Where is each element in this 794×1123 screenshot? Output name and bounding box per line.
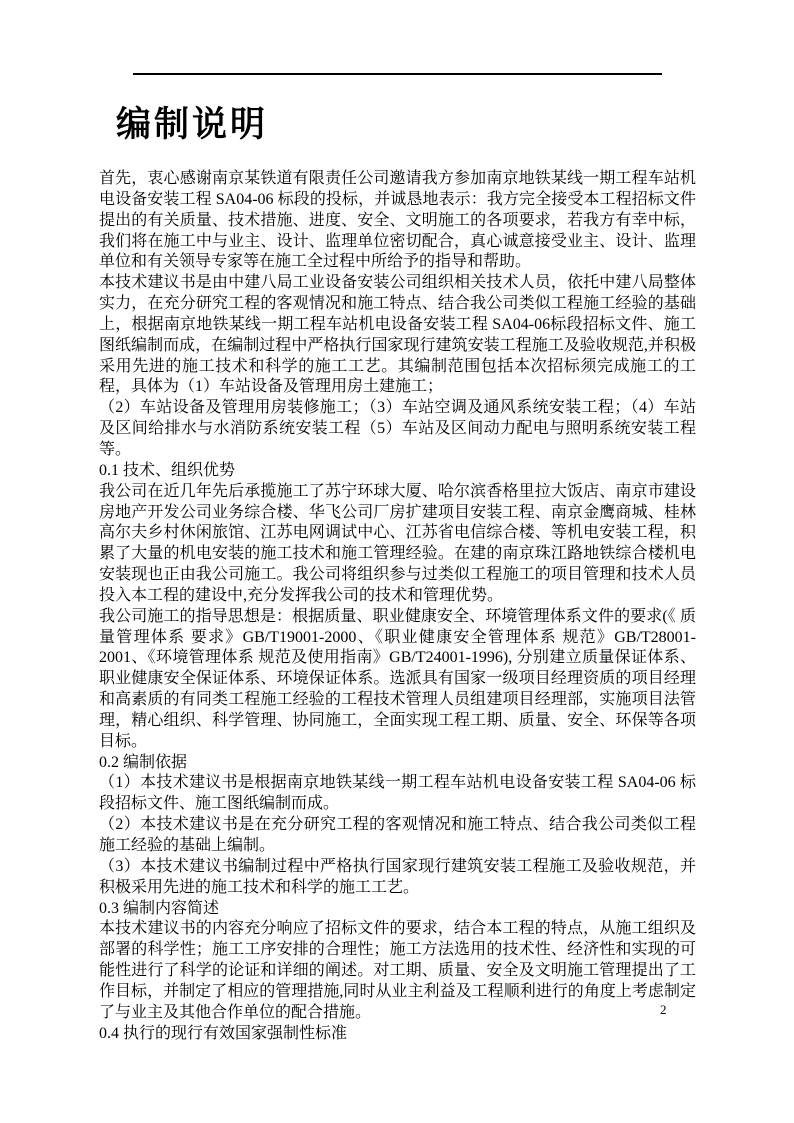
section-heading: 0.4 执行的现行有效国家强制性标准 bbox=[99, 1024, 348, 1042]
paragraph: （1）本技术建议书是根据南京地铁某线一期工程车站机电设备安装工程 SA04-06 标段招标文件、施工图纸编制而成。 bbox=[99, 774, 696, 813]
page-title: 编制说明 bbox=[116, 105, 269, 144]
section-heading: 0.1 技术、组织优势 bbox=[99, 461, 236, 479]
paragraph: （3）本技术建议书编制过程中严格执行国家现行建筑安装工程施工及验收规范，并积极采用先进的施工技术和科学的施工工艺。 bbox=[99, 857, 696, 896]
paragraph: 我公司在近几年先后承揽施工了苏宁环球大厦、哈尔滨香格里拉大饭店、南京市建设房地产开发公司业务综合楼、华飞公司厂房扩建项目安装工程、南京金鹰商城、桂林高尔夫乡村休闲旅馆、江苏电网调试中心、江苏省电信综合楼、等机电安装工程，积累了大量的机电安装的施工技术和施工管理经验。在建的南京珠江路地铁综合楼机电安装现也正由我公司施工。我公司将组织参与过类似工程施工的项目管理和技术人员投入本工程的建设中,充分发挥我公司的技术和管理优势。 bbox=[99, 482, 696, 604]
page-number: 2 bbox=[660, 1002, 667, 1017]
section-heading: 0.3 编制内容简述 bbox=[99, 899, 220, 917]
paragraph: （2）本技术建议书是在充分研究工程的客观情况和施工特点、结合我公司类似工程施工经验的基础上编制。 bbox=[99, 816, 696, 854]
paragraph: 我公司施工的指导思想是：根据质量、职业健康安全、环境管理体系文件的要求(《 质量管理体系 要求》GB/T19001-2000、《职业健康安全管理体系 规范》GB/T28001-2001、《环境管理体系 规范及使用指南》GB/T24001-1996), 分别建立质量保证体系、职业健康安全保证体系、环境保证体系。选派具有国家一级项目经理资质的项目经理和高素质的有同类工程施工经验的工程技术管理人员组建项目经理部，实施项目法管理，精心组织、科学管理、协同施工，全面实现工程工期、质量、安全、环保等各项目标。 bbox=[99, 607, 696, 750]
paragraph: 首先，衷心感谢南京某铁道有限责任公司邀请我方参加南京地铁某线一期工程车站机电设备安装工程 SA04-06 标段的投标，并诚恳地表示：我方完全接受本工程招标文件提出的有关质量、技术措施、进度、安全、文明施工的各项要求，若我方有幸中标，我们将在施工中与业主、设计、监理单位密切配合，真心诚意接受业主、设计、监理单位和有关领导专家等在施工全过程中所给予的指导和帮助。 bbox=[99, 170, 696, 271]
paragraph: （2）车站设备及管理用房装修施工；（3）车站空调及通风系统安装工程；（4）车站及区间给排水与水消防系统安装工程（5）车站及区间动力配电与照明系统安装工程等。 bbox=[99, 399, 696, 458]
header-divider bbox=[133, 73, 662, 75]
paragraph: 本技术建议书的内容充分响应了招标文件的要求，结合本工程的特点，从施工组织及部署的科学性；施工工序安排的合理性；施工方法选用的技术性、经济性和实现的可能性进行了科学的论证和详细的阐述。对工期、质量、安全及文明施工管理提出了工作目标，并制定了相应的管理措施,同时从业主利益及工程顺利进行的角度上考虑制定了与业主及其他合作单位的配合措施。 bbox=[99, 920, 696, 1021]
section-heading: 0.2 编制依据 bbox=[99, 753, 188, 771]
paragraph: 本技术建议书是由中建八局工业设备安装公司组织相关技术人员，依托中建八局整体实力，在充分研究工程的客观情况和施工特点、结合我公司类似工程施工经验的基础上，根据南京地铁某线一期工程车站机电设备安装工程 SA04-06标段招标文件、施工图纸编制而成，在编制过程中严格执行国家现行建筑安装工程施工及验收规范,并积极采用先进的施工技术和科学的施工工艺。其编制范围包括本次招标须完成施工的工程，具体为（1）车站设备及管理用房土建施工； bbox=[99, 274, 696, 396]
document-body bbox=[99, 169, 696, 1044]
